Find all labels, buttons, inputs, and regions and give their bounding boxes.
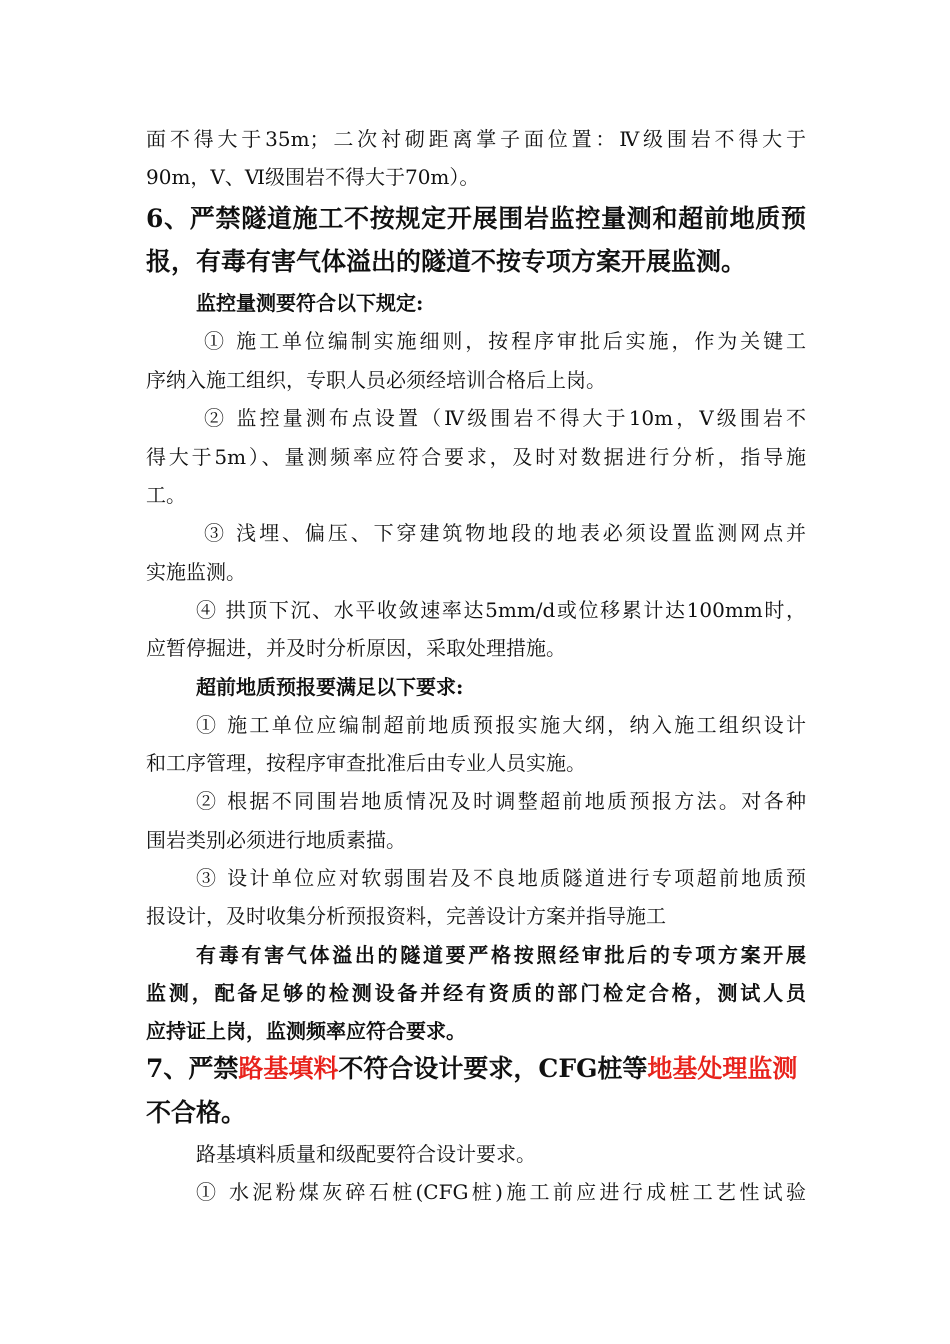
gas-requirement-line: 有毒有害气体溢出的隧道要严格按照经审批后的专项方案开展: [196, 943, 806, 967]
list-item-line: ① 水泥粉煤灰碎石桩(CFG桩)施工前应进行成桩工艺性试验: [196, 1180, 806, 1204]
highlight-subgrade-fill: 路基填料: [238, 1054, 339, 1083]
heading-7-middle: 不符合设计要求，CFG桩等: [338, 1054, 648, 1083]
highlight-foundation-monitoring: 地基处理监测: [647, 1054, 798, 1083]
subsection-title-forecast: 超前地质预报要满足以下要求:: [196, 675, 464, 699]
section-heading-6: 6、严禁隧道施工不按规定开展围岩监控量测和超前地质预: [146, 204, 806, 233]
list-item-line: 围岩类别必须进行地质素描。: [146, 828, 406, 852]
heading-7-prefix: 7、严禁: [146, 1054, 239, 1083]
gas-requirement-line: 监测，配备足够的检测设备并经有资质的部门检定合格，测试人员: [146, 981, 806, 1005]
gas-requirement-line: 应持证上岗，监测频率应符合要求。: [146, 1019, 466, 1043]
list-item-line: 实施监测。: [146, 560, 246, 584]
section-heading-6-cont: 报，有毒有害气体溢出的隧道不按专项方案开展监测。: [146, 247, 747, 276]
subsection-title-monitoring: 监控量测要符合以下规定:: [196, 291, 424, 315]
list-item-line: ① 施工单位应编制超前地质预报实施大纲，纳入施工组织设计: [196, 713, 806, 737]
section-heading-7-cont: 不合格。: [146, 1098, 247, 1127]
list-item-line: 应暂停掘进，并及时分析原因，采取处理措施。: [146, 636, 566, 660]
paragraph-line: 路基填料质量和级配要符合设计要求。: [196, 1142, 536, 1166]
list-item-line: 报设计，及时收集分析预报资料，完善设计方案并指导施工: [146, 904, 666, 928]
list-item-line: ② 根据不同围岩地质情况及时调整超前地质预报方法。对各种: [196, 789, 806, 813]
list-item-line: ③ 浅埋、偏压、下穿建筑物地段的地表必须设置监测网点并: [204, 521, 806, 545]
list-item-line: ③ 设计单位应对软弱围岩及不良地质隧道进行专项超前地质预: [196, 866, 806, 890]
section-heading-7: [146, 1052, 797, 1086]
list-item-line: ① 施工单位编制实施细则，按程序审批后实施，作为关键工: [204, 329, 806, 353]
paragraph-line: 90m，Ⅴ、Ⅵ级围岩不得大于70m）。: [146, 165, 480, 189]
list-item-line: 得大于5m）、量测频率应符合要求，及时对数据进行分析，指导施: [146, 445, 806, 469]
list-item-line: ④ 拱顶下沉、水平收敛速率达5mm/d或位移累计达100mm时，: [196, 598, 806, 622]
list-item-line: 工。: [146, 483, 186, 507]
list-item-line: ② 监控量测布点设置（Ⅳ级围岩不得大于10m，Ⅴ级围岩不: [204, 406, 806, 430]
list-item-line: 序纳入施工组织，专职人员必须经培训合格后上岗。: [146, 368, 606, 392]
paragraph-line: 面不得大于35m；二次衬砌距离掌子面位置：Ⅳ级围岩不得大于: [146, 127, 806, 151]
list-item-line: 和工序管理，按程序审查批准后由专业人员实施。: [146, 751, 586, 775]
